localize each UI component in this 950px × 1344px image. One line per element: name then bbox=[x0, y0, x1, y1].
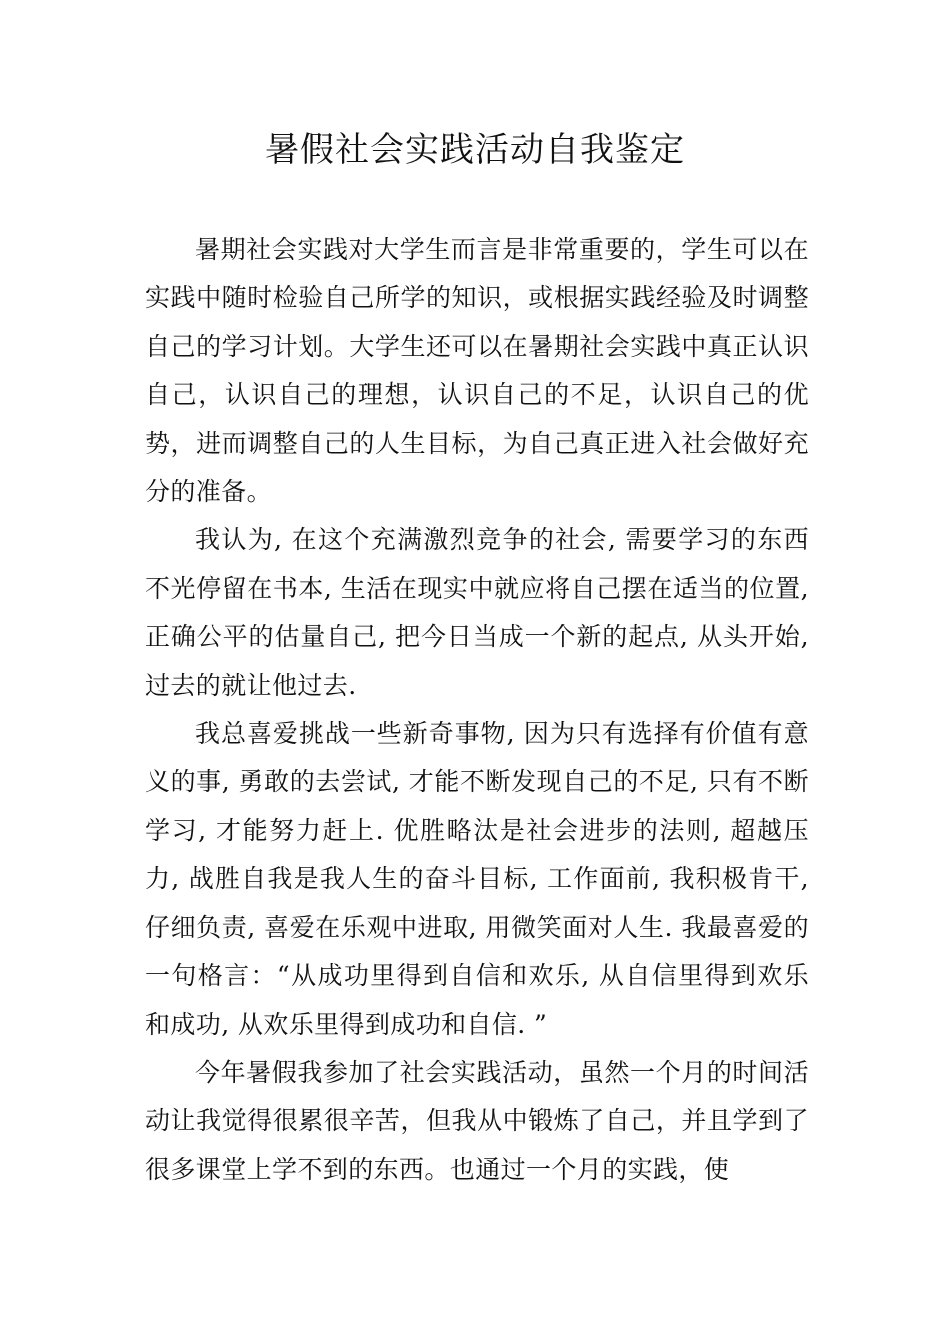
paragraph-2: 我认为, 在这个充满激烈竞争的社会, 需要学习的东西不光停留在书本, 生活在现实中就应将自己摆在适当的位置, 正确公平的估量自己, 把今日当成一个新的起点, 从头开始, 过去的就让他过去. bbox=[145, 525, 809, 700]
paragraph-1: 暑期社会实践对大学生而言是非常重要的，学生可以在实践中随时检验自己所学的知识，或根据实践经验及时调整自己的学习计划。大学生还可以在暑期社会实践中真正认识自己，认识自己的理想，认识自己的不足，认识自己的优势，进而调整自己的人生目标，为自己真正进入社会做好充分的准备。 bbox=[145, 235, 809, 507]
paragraph-4: 今年暑假我参加了社会实践活动，虽然一个月的时间活动让我觉得很累很辛苦，但我从中锻炼了自己，并且学到了很多课堂上学不到的东西。也通过一个月的实践，使 bbox=[145, 1057, 809, 1184]
document-body bbox=[145, 226, 809, 1194]
paragraph-3: 我总喜爱挑战一些新奇事物, 因为只有选择有价值有意义的事, 勇敢的去尝试, 才能不断发现自己的不足, 只有不断学习, 才能努力赶上. 优胜略汰是社会进步的法则, 超越压力, 战胜自我是我人生的奋斗目标, 工作面前, 我积极肯干, 仔细负责, 喜爱在乐观中进取, 用微笑面对人生. 我最喜爱的一句格言：“从成功里得到自信和欢乐, 从自信里得到欢乐和成功, 从欢乐里得到成功和自信. ” bbox=[145, 719, 809, 1039]
document-title: 暑假社会实践活动自我鉴定 bbox=[265, 130, 685, 170]
